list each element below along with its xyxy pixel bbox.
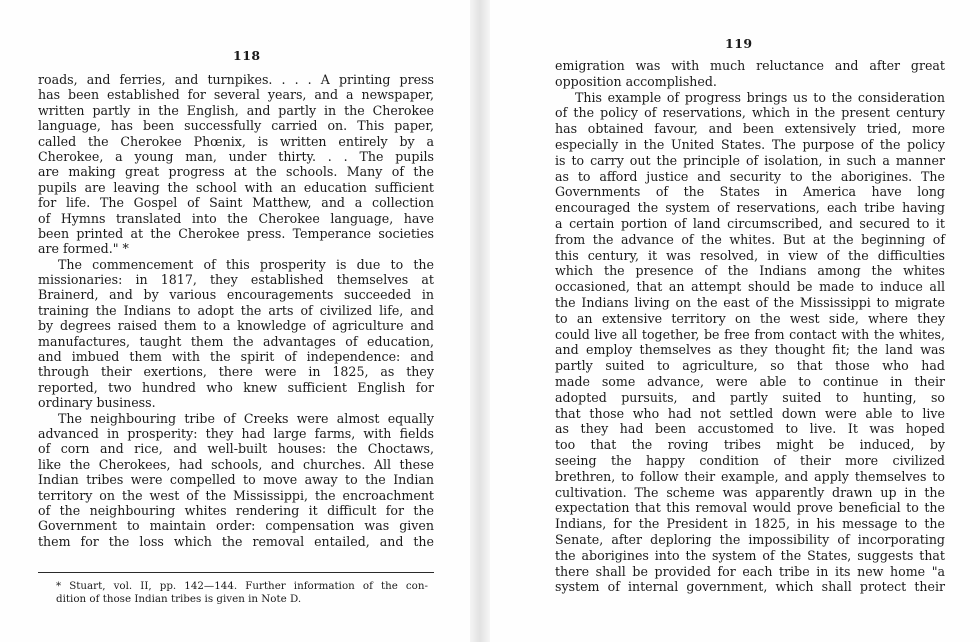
text-line: of the neighbouring whites rendering it difficult for the bbox=[38, 502, 434, 518]
text-line: adopted pursuits, and partly suited to hunting, so bbox=[555, 389, 945, 405]
text-line: Indian tribes were compelled to move away to the Indian bbox=[38, 472, 434, 488]
footnote bbox=[56, 580, 428, 606]
text-line: especially in the United States. The purpose of the policy bbox=[555, 136, 945, 152]
text-line: brethren, to follow their example, and apply themselves to bbox=[555, 468, 945, 484]
text-line: the aborigines into the system of the States, suggests that bbox=[555, 547, 945, 563]
text-line: are formed." * bbox=[38, 241, 129, 257]
page-number: 119 bbox=[725, 36, 753, 51]
text-line: and employ themselves as they thought fit; the land was bbox=[555, 342, 945, 358]
footnote-divider bbox=[38, 572, 434, 573]
text-line: a certain portion of land circumscribed, and secured to it bbox=[555, 215, 945, 231]
text-line: which the presence of the Indians among the whites bbox=[555, 263, 945, 279]
text-line: manufactures, taught them the advantages of education, bbox=[38, 333, 434, 349]
text-line: like the Cherokees, had schools, and churches. All these bbox=[38, 456, 434, 472]
text-line: Indians, for the President in 1825, in his message to the bbox=[555, 516, 945, 532]
book-gutter bbox=[470, 0, 490, 642]
text-line: encouraged the system of reservations, each tribe having bbox=[555, 200, 945, 216]
text-line: territory on the west of the Mississippi, the encroachment bbox=[38, 487, 434, 503]
text-line: partly suited to agriculture, so that those who had bbox=[555, 358, 945, 374]
text-line: Brainerd, and by various encouragements succeeded in bbox=[38, 287, 434, 303]
text-line: pupils are leaving the school with an education sufficient bbox=[38, 179, 434, 195]
text-line: been printed at the Cherokee press. Temperance societies bbox=[38, 225, 434, 241]
body-text bbox=[38, 72, 434, 549]
text-line: the Indians living on the east of the Mississippi to migrate bbox=[555, 294, 945, 310]
text-line: Cherokee, a young man, under thirty. . . The pupils bbox=[38, 148, 434, 164]
text-line: to an extensive territory on the west side, where they bbox=[555, 310, 945, 326]
text-line: them for the loss which the removal entailed, and the bbox=[38, 533, 434, 549]
text-line: is to carry out the principle of isolation, in such a manner bbox=[555, 152, 945, 168]
text-line: The neighbouring tribe of Creeks were almost equally bbox=[58, 410, 434, 426]
text-line: as to afford justice and security to the aborigines. The bbox=[555, 168, 945, 184]
text-line: ordinary business. bbox=[38, 395, 156, 411]
text-line: language, has been successfully carried on. This paper, bbox=[38, 118, 434, 134]
right-page bbox=[490, 0, 980, 642]
text-line: reported, two hundred who knew sufficient English for bbox=[38, 379, 434, 395]
text-line: as they had been accustomed to live. It was hoped bbox=[555, 421, 945, 437]
text-line: that those who had not settled down were able to live bbox=[555, 405, 945, 421]
text-line: are making great progress at the schools. Many of the bbox=[38, 164, 434, 180]
text-line: cultivation. The scheme was apparently drawn up in the bbox=[555, 484, 945, 500]
text-line: expectation that this removal would prove beneficial to the bbox=[555, 500, 945, 516]
text-line: made some advance, were able to continue in their bbox=[555, 373, 945, 389]
text-line: could live all together, be free from contact with the whites, bbox=[555, 326, 945, 342]
left-page bbox=[0, 0, 470, 642]
text-line: Government to maintain order: compensation was given bbox=[38, 518, 434, 534]
text-line: too that the roving tribes might be induced, by bbox=[555, 437, 945, 453]
text-line: this century, it was resolved, in view of the difficulties bbox=[555, 247, 945, 263]
text-line: written partly in the English, and partly in the Cherokee bbox=[38, 102, 434, 118]
text-line: of the policy of reservations, which in the present century bbox=[555, 105, 945, 121]
text-line: * Stuart, vol. II, pp. 142—144. Further information of the con- bbox=[56, 580, 428, 592]
text-line: dition of those Indian tribes is given in Note D. bbox=[56, 593, 302, 605]
text-line: missionaries: in 1817, they established themselves at bbox=[38, 272, 434, 288]
text-line: system of internal government, which shall protect their bbox=[555, 579, 945, 595]
text-line: of corn and rice, and well-built houses: the Choctaws, bbox=[38, 441, 434, 457]
text-line: training the Indians to adopt the arts of civilized life, and bbox=[38, 302, 434, 318]
text-line: and imbued them with the spirit of independence: and bbox=[38, 349, 434, 365]
body-text bbox=[555, 58, 945, 595]
text-line: has obtained favour, and been extensively tried, more bbox=[555, 121, 945, 137]
page-number: 118 bbox=[233, 48, 261, 63]
text-line: of Hymns translated into the Cherokee language, have bbox=[38, 210, 434, 226]
text-line: advanced in prosperity: they had large farms, with fields bbox=[38, 425, 434, 441]
text-line: by degrees raised them to a knowledge of agriculture and bbox=[38, 318, 434, 334]
text-line: The commencement of this prosperity is due to the bbox=[58, 256, 434, 272]
text-line: called the Cherokee Phœnix, is written entirely by a bbox=[38, 133, 434, 149]
text-line: occasioned, that an attempt should be made to induce all bbox=[555, 279, 945, 295]
text-line: opposition accomplished. bbox=[555, 73, 717, 89]
text-line: seeing the happy condition of their more civilized bbox=[555, 452, 945, 468]
text-line: there shall be provided for each tribe in its new home "a bbox=[555, 563, 945, 579]
text-line: emigration was with much reluctance and after great bbox=[555, 58, 945, 73]
text-line: roads, and ferries, and turnpikes. . . . A printing press bbox=[38, 72, 434, 87]
text-line: This example of progress brings us to the consideration bbox=[575, 89, 945, 105]
text-line: Governments of the States in America have long bbox=[555, 184, 945, 200]
text-line: for life. The Gospel of Saint Matthew, and a collection bbox=[38, 195, 434, 211]
text-line: through their exertions, there were in 1825, as they bbox=[38, 364, 434, 380]
text-line: has been established for several years, and a newspaper, bbox=[38, 87, 434, 103]
text-line: from the advance of the whites. But at the beginning of bbox=[555, 231, 945, 247]
text-line: Senate, after deploring the impossibility of incorporating bbox=[555, 531, 945, 547]
